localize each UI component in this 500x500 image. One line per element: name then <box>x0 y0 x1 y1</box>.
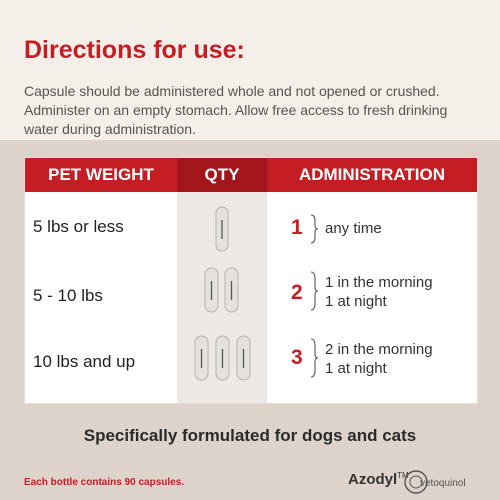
tagline: Specifically formulated for dogs and cats <box>83 426 417 445</box>
row-count: 1 <box>291 216 303 239</box>
row-admin-line: 1 in the morning <box>325 274 433 291</box>
row-weight: 5 lbs or less <box>33 217 124 236</box>
row-admin-line: 1 at night <box>325 360 387 377</box>
directions-text: Capsule should be administered whole and not opened or crushed. Administer on an empty stomach. Allow free access to fresh drinking water during administration. <box>24 83 448 137</box>
header-pet-weight: PET WEIGHT <box>25 158 177 192</box>
capsule-triple-icon <box>190 332 254 386</box>
brace-icon <box>310 271 319 311</box>
capsule-icon <box>211 204 233 256</box>
header-administration: ADMINISTRATION <box>267 158 477 192</box>
header-qty: QTY <box>177 158 267 192</box>
capsule-pair-icon <box>200 264 244 318</box>
row-weight: 10 lbs and up <box>33 352 136 371</box>
row-count: 2 <box>291 281 303 304</box>
vetoquinol-logo <box>402 468 482 496</box>
directions-title: Directions for use: <box>24 36 245 64</box>
brace-icon <box>310 214 319 244</box>
svg-text:vetoquinol: vetoquinol <box>420 478 466 489</box>
brace-icon <box>310 338 319 378</box>
row-count: 3 <box>291 346 303 369</box>
dosage-table <box>24 157 478 404</box>
row-admin-line: 1 at night <box>325 293 387 310</box>
bottle-note: Each bottle contains 90 capsules. <box>24 477 185 488</box>
row-weight: 5 - 10 lbs <box>33 286 103 305</box>
row-admin-line: 2 in the morning <box>325 341 433 358</box>
row-admin-line: any time <box>325 220 382 237</box>
brand-logo: Azodyl™ <box>348 471 409 488</box>
